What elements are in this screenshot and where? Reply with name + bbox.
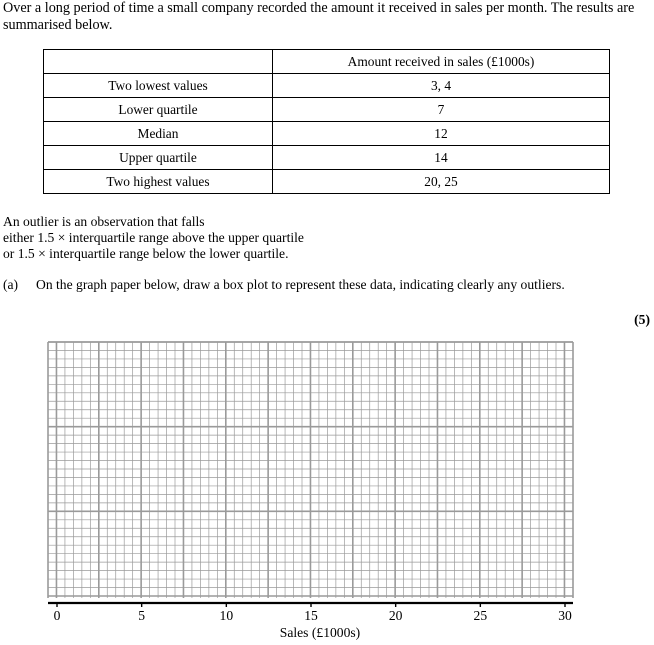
- question-label: (a): [3, 277, 19, 292]
- table-header-amount: Amount received in sales (£1000s): [273, 50, 610, 74]
- table-row-value: 14: [273, 146, 610, 170]
- x-tick-label: 5: [138, 608, 146, 623]
- outlier-line: or 1.5 × interquartile range below the lower quartile.: [3, 246, 289, 261]
- outlier-line: either 1.5 × interquartile range above the upper quartile: [3, 230, 304, 245]
- x-tick-label: 25: [473, 608, 488, 623]
- x-tick-label: 10: [219, 608, 234, 623]
- table-row-value: 3, 4: [273, 74, 610, 98]
- outlier-line: An outlier is an observation that falls: [3, 214, 205, 229]
- question-marks: (5): [634, 312, 650, 327]
- table-row-label: Median: [44, 122, 273, 146]
- intro-text: Over a long period of time a small company recorded the amount it received in sales per month. The results are summarised below.: [3, 0, 635, 33]
- x-tick-label: 30: [558, 608, 572, 623]
- table-row-label: Lower quartile: [44, 98, 273, 122]
- table-row-label: Two highest values: [44, 170, 273, 194]
- table-row-label: Upper quartile: [44, 146, 273, 170]
- x-axis-title: Sales (£1000s): [279, 625, 361, 640]
- table-row-value: 20, 25: [273, 170, 610, 194]
- table-row-value: 7: [273, 98, 610, 122]
- x-tick-label: 20: [388, 608, 403, 623]
- table-row-value: 12: [273, 122, 610, 146]
- question-text: On the graph paper below, draw a box plot to represent these data, indicating clearly any outliers.: [36, 277, 565, 292]
- x-tick-label: 0: [53, 608, 61, 623]
- table-row-label: Two lowest values: [44, 74, 273, 98]
- x-tick-label: 15: [304, 608, 318, 623]
